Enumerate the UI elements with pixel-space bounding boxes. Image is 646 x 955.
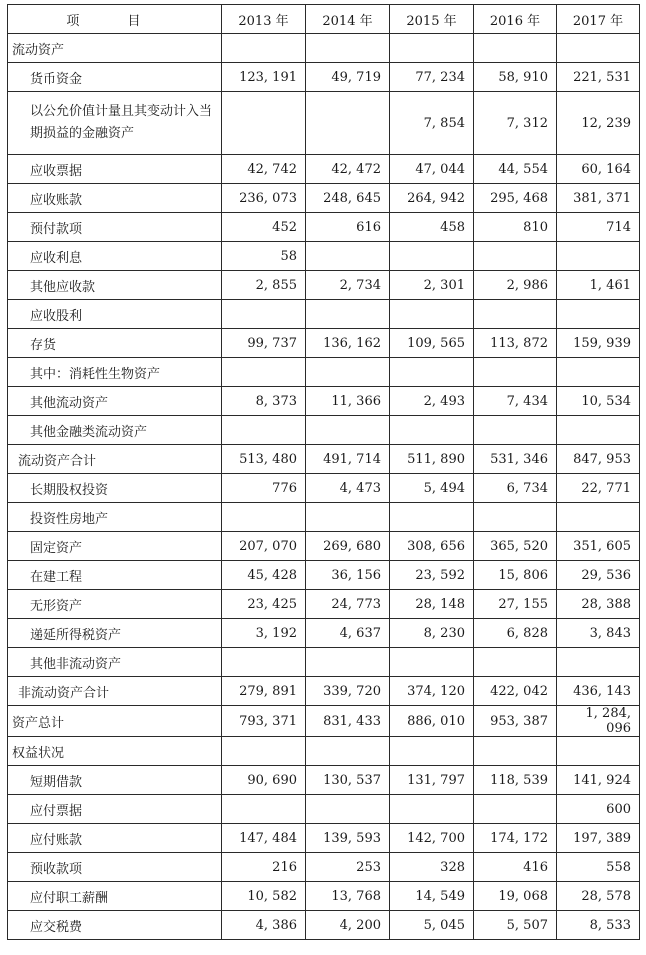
cell-value — [390, 358, 474, 387]
cell-value: 197, 389 — [557, 824, 640, 853]
row-label: 递延所得税资产 — [8, 619, 222, 648]
cell-value — [474, 242, 557, 271]
cell-value — [390, 34, 474, 63]
cell-value — [557, 34, 640, 63]
row-label: 非流动资产合计 — [8, 677, 222, 706]
cell-value — [474, 300, 557, 329]
cell-value: 236, 073 — [222, 184, 306, 213]
cell-value — [390, 503, 474, 532]
cell-value — [306, 795, 390, 824]
table-row — [8, 416, 640, 445]
cell-value: 2, 493 — [390, 387, 474, 416]
cell-value — [222, 795, 306, 824]
cell-value: 374, 120 — [390, 677, 474, 706]
cell-value — [222, 648, 306, 677]
header-year: 2016 年 — [474, 5, 557, 34]
cell-value: 142, 700 — [390, 824, 474, 853]
cell-value: 531, 346 — [474, 445, 557, 474]
cell-value: 7, 434 — [474, 387, 557, 416]
table-row — [8, 766, 640, 795]
cell-value: 28, 578 — [557, 882, 640, 911]
cell-value: 248, 645 — [306, 184, 390, 213]
cell-value — [557, 416, 640, 445]
row-label: 其他非流动资产 — [8, 648, 222, 677]
cell-value — [474, 795, 557, 824]
cell-value: 28, 148 — [390, 590, 474, 619]
row-label: 无形资产 — [8, 590, 222, 619]
cell-value — [306, 92, 390, 155]
cell-value: 139, 593 — [306, 824, 390, 853]
cell-value — [557, 300, 640, 329]
cell-value: 452 — [222, 213, 306, 242]
cell-value: 7, 312 — [474, 92, 557, 155]
cell-value: 513, 480 — [222, 445, 306, 474]
cell-value — [474, 503, 557, 532]
cell-value: 23, 425 — [222, 590, 306, 619]
cell-value: 436, 143 — [557, 677, 640, 706]
cell-value — [474, 416, 557, 445]
cell-value — [390, 300, 474, 329]
cell-value: 511, 890 — [390, 445, 474, 474]
table-row — [8, 92, 640, 155]
row-label: 应收股利 — [8, 300, 222, 329]
cell-value: 10, 534 — [557, 387, 640, 416]
cell-value: 10, 582 — [222, 882, 306, 911]
cell-value — [557, 358, 640, 387]
cell-value: 118, 539 — [474, 766, 557, 795]
row-label: 固定资产 — [8, 532, 222, 561]
cell-value — [474, 34, 557, 63]
cell-value: 58, 910 — [474, 63, 557, 92]
table-row — [8, 619, 640, 648]
cell-value: 1, 284, 096 — [557, 706, 640, 737]
cell-value — [557, 503, 640, 532]
cell-value — [474, 737, 557, 766]
cell-value: 6, 828 — [474, 619, 557, 648]
table-row — [8, 911, 640, 940]
cell-value: 207, 070 — [222, 532, 306, 561]
row-label: 应付职工薪酬 — [8, 882, 222, 911]
table-row — [8, 737, 640, 766]
cell-value: 458 — [390, 213, 474, 242]
row-label: 其他流动资产 — [8, 387, 222, 416]
table-row — [8, 648, 640, 677]
cell-value: 295, 468 — [474, 184, 557, 213]
row-label: 短期借款 — [8, 766, 222, 795]
cell-value — [222, 92, 306, 155]
cell-value: 3, 843 — [557, 619, 640, 648]
cell-value: 14, 549 — [390, 882, 474, 911]
table-row — [8, 882, 640, 911]
cell-value — [222, 34, 306, 63]
table-row — [8, 503, 640, 532]
cell-value: 77, 234 — [390, 63, 474, 92]
row-label: 应收利息 — [8, 242, 222, 271]
table-row — [8, 474, 640, 503]
cell-value: 269, 680 — [306, 532, 390, 561]
cell-value: 6, 734 — [474, 474, 557, 503]
cell-value: 22, 771 — [557, 474, 640, 503]
cell-value: 793, 371 — [222, 706, 306, 737]
cell-value: 13, 768 — [306, 882, 390, 911]
table-row — [8, 358, 640, 387]
cell-value — [306, 503, 390, 532]
row-label: 流动资产 — [8, 34, 222, 63]
cell-value: 2, 855 — [222, 271, 306, 300]
header-year: 2013 年 — [222, 5, 306, 34]
cell-value: 216 — [222, 853, 306, 882]
table-row — [8, 677, 640, 706]
cell-value: 8, 373 — [222, 387, 306, 416]
table-row — [8, 561, 640, 590]
cell-value: 23, 592 — [390, 561, 474, 590]
cell-value: 42, 472 — [306, 155, 390, 184]
row-label: 其中：消耗性生物资产 — [8, 358, 222, 387]
cell-value: 2, 734 — [306, 271, 390, 300]
row-label: 存货 — [8, 329, 222, 358]
cell-value — [306, 300, 390, 329]
cell-value: 131, 797 — [390, 766, 474, 795]
table-row — [8, 532, 640, 561]
table-row — [8, 155, 640, 184]
cell-value: 253 — [306, 853, 390, 882]
cell-value: 5, 045 — [390, 911, 474, 940]
table-row — [8, 853, 640, 882]
header-year: 2017 年 — [557, 5, 640, 34]
row-label: 应收账款 — [8, 184, 222, 213]
cell-value — [390, 737, 474, 766]
cell-value: 8, 533 — [557, 911, 640, 940]
cell-value — [390, 648, 474, 677]
cell-value: 11, 366 — [306, 387, 390, 416]
table-row — [8, 706, 640, 737]
cell-value: 339, 720 — [306, 677, 390, 706]
cell-value: 847, 953 — [557, 445, 640, 474]
cell-value: 28, 388 — [557, 590, 640, 619]
cell-value — [306, 737, 390, 766]
cell-value: 27, 155 — [474, 590, 557, 619]
row-label: 在建工程 — [8, 561, 222, 590]
row-label: 以公允价值计量且其变动计入当期损益的金融资产 — [8, 92, 222, 155]
cell-value: 7, 854 — [390, 92, 474, 155]
cell-value: 4, 473 — [306, 474, 390, 503]
cell-value: 351, 605 — [557, 532, 640, 561]
cell-value — [222, 358, 306, 387]
cell-value: 422, 042 — [474, 677, 557, 706]
cell-value: 831, 433 — [306, 706, 390, 737]
cell-value: 221, 531 — [557, 63, 640, 92]
cell-value — [306, 242, 390, 271]
cell-value: 2, 301 — [390, 271, 474, 300]
row-label: 应收票据 — [8, 155, 222, 184]
cell-value: 123, 191 — [222, 63, 306, 92]
cell-value — [306, 648, 390, 677]
balance-sheet-table — [7, 4, 640, 940]
cell-value: 136, 162 — [306, 329, 390, 358]
cell-value: 2, 986 — [474, 271, 557, 300]
row-label: 预付款项 — [8, 213, 222, 242]
header-year: 2014 年 — [306, 5, 390, 34]
cell-value: 44, 554 — [474, 155, 557, 184]
table-row — [8, 34, 640, 63]
cell-value — [306, 34, 390, 63]
cell-value: 36, 156 — [306, 561, 390, 590]
balance-sheet-container — [7, 4, 639, 940]
cell-value: 5, 494 — [390, 474, 474, 503]
cell-value: 4, 637 — [306, 619, 390, 648]
cell-value: 600 — [557, 795, 640, 824]
table-row — [8, 242, 640, 271]
cell-value — [557, 737, 640, 766]
cell-value — [222, 737, 306, 766]
table-row — [8, 184, 640, 213]
cell-value — [474, 358, 557, 387]
cell-value: 4, 386 — [222, 911, 306, 940]
cell-value — [306, 416, 390, 445]
table-row — [8, 445, 640, 474]
cell-value: 99, 737 — [222, 329, 306, 358]
cell-value: 8, 230 — [390, 619, 474, 648]
table-row — [8, 590, 640, 619]
row-label: 预收款项 — [8, 853, 222, 882]
cell-value: 130, 537 — [306, 766, 390, 795]
cell-value: 810 — [474, 213, 557, 242]
cell-value: 381, 371 — [557, 184, 640, 213]
table-body — [8, 34, 640, 940]
cell-value: 491, 714 — [306, 445, 390, 474]
row-label: 其他应收款 — [8, 271, 222, 300]
cell-value: 558 — [557, 853, 640, 882]
table-row — [8, 271, 640, 300]
row-label: 其他金融类流动资产 — [8, 416, 222, 445]
cell-value: 886, 010 — [390, 706, 474, 737]
cell-value: 328 — [390, 853, 474, 882]
row-label: 流动资产合计 — [8, 445, 222, 474]
cell-value: 4, 200 — [306, 911, 390, 940]
cell-value — [222, 416, 306, 445]
header-year: 2015 年 — [390, 5, 474, 34]
cell-value — [390, 416, 474, 445]
cell-value: 24, 773 — [306, 590, 390, 619]
cell-value: 616 — [306, 213, 390, 242]
row-label: 长期股权投资 — [8, 474, 222, 503]
cell-value: 147, 484 — [222, 824, 306, 853]
cell-value: 60, 164 — [557, 155, 640, 184]
row-label: 投资性房地产 — [8, 503, 222, 532]
cell-value — [474, 648, 557, 677]
cell-value: 113, 872 — [474, 329, 557, 358]
cell-value: 19, 068 — [474, 882, 557, 911]
row-label: 资产总计 — [8, 706, 222, 737]
cell-value: 141, 924 — [557, 766, 640, 795]
cell-value: 264, 942 — [390, 184, 474, 213]
cell-value: 45, 428 — [222, 561, 306, 590]
table-row — [8, 824, 640, 853]
table-row — [8, 63, 640, 92]
cell-value — [222, 300, 306, 329]
cell-value: 90, 690 — [222, 766, 306, 795]
header-row — [8, 5, 640, 34]
header-item-label: 项 目 — [66, 13, 163, 29]
cell-value: 58 — [222, 242, 306, 271]
cell-value: 42, 742 — [222, 155, 306, 184]
cell-value — [390, 242, 474, 271]
cell-value: 29, 536 — [557, 561, 640, 590]
cell-value: 159, 939 — [557, 329, 640, 358]
cell-value: 49, 719 — [306, 63, 390, 92]
cell-value: 47, 044 — [390, 155, 474, 184]
row-label: 应付票据 — [8, 795, 222, 824]
table-row — [8, 795, 640, 824]
cell-value — [222, 503, 306, 532]
row-label: 应交税费 — [8, 911, 222, 940]
cell-value: 776 — [222, 474, 306, 503]
cell-value: 3, 192 — [222, 619, 306, 648]
cell-value: 416 — [474, 853, 557, 882]
cell-value: 15, 806 — [474, 561, 557, 590]
table-row — [8, 329, 640, 358]
row-label: 应付账款 — [8, 824, 222, 853]
table-row — [8, 213, 640, 242]
header-item — [8, 5, 222, 34]
cell-value — [557, 648, 640, 677]
table-row — [8, 300, 640, 329]
cell-value: 279, 891 — [222, 677, 306, 706]
cell-value: 714 — [557, 213, 640, 242]
cell-value — [390, 795, 474, 824]
cell-value: 174, 172 — [474, 824, 557, 853]
cell-value: 109, 565 — [390, 329, 474, 358]
row-label: 货币资金 — [8, 63, 222, 92]
cell-value: 12, 239 — [557, 92, 640, 155]
cell-value: 365, 520 — [474, 532, 557, 561]
cell-value: 308, 656 — [390, 532, 474, 561]
cell-value — [306, 358, 390, 387]
row-label: 权益状况 — [8, 737, 222, 766]
cell-value: 5, 507 — [474, 911, 557, 940]
cell-value: 953, 387 — [474, 706, 557, 737]
cell-value: 1, 461 — [557, 271, 640, 300]
table-row — [8, 387, 640, 416]
cell-value — [557, 242, 640, 271]
